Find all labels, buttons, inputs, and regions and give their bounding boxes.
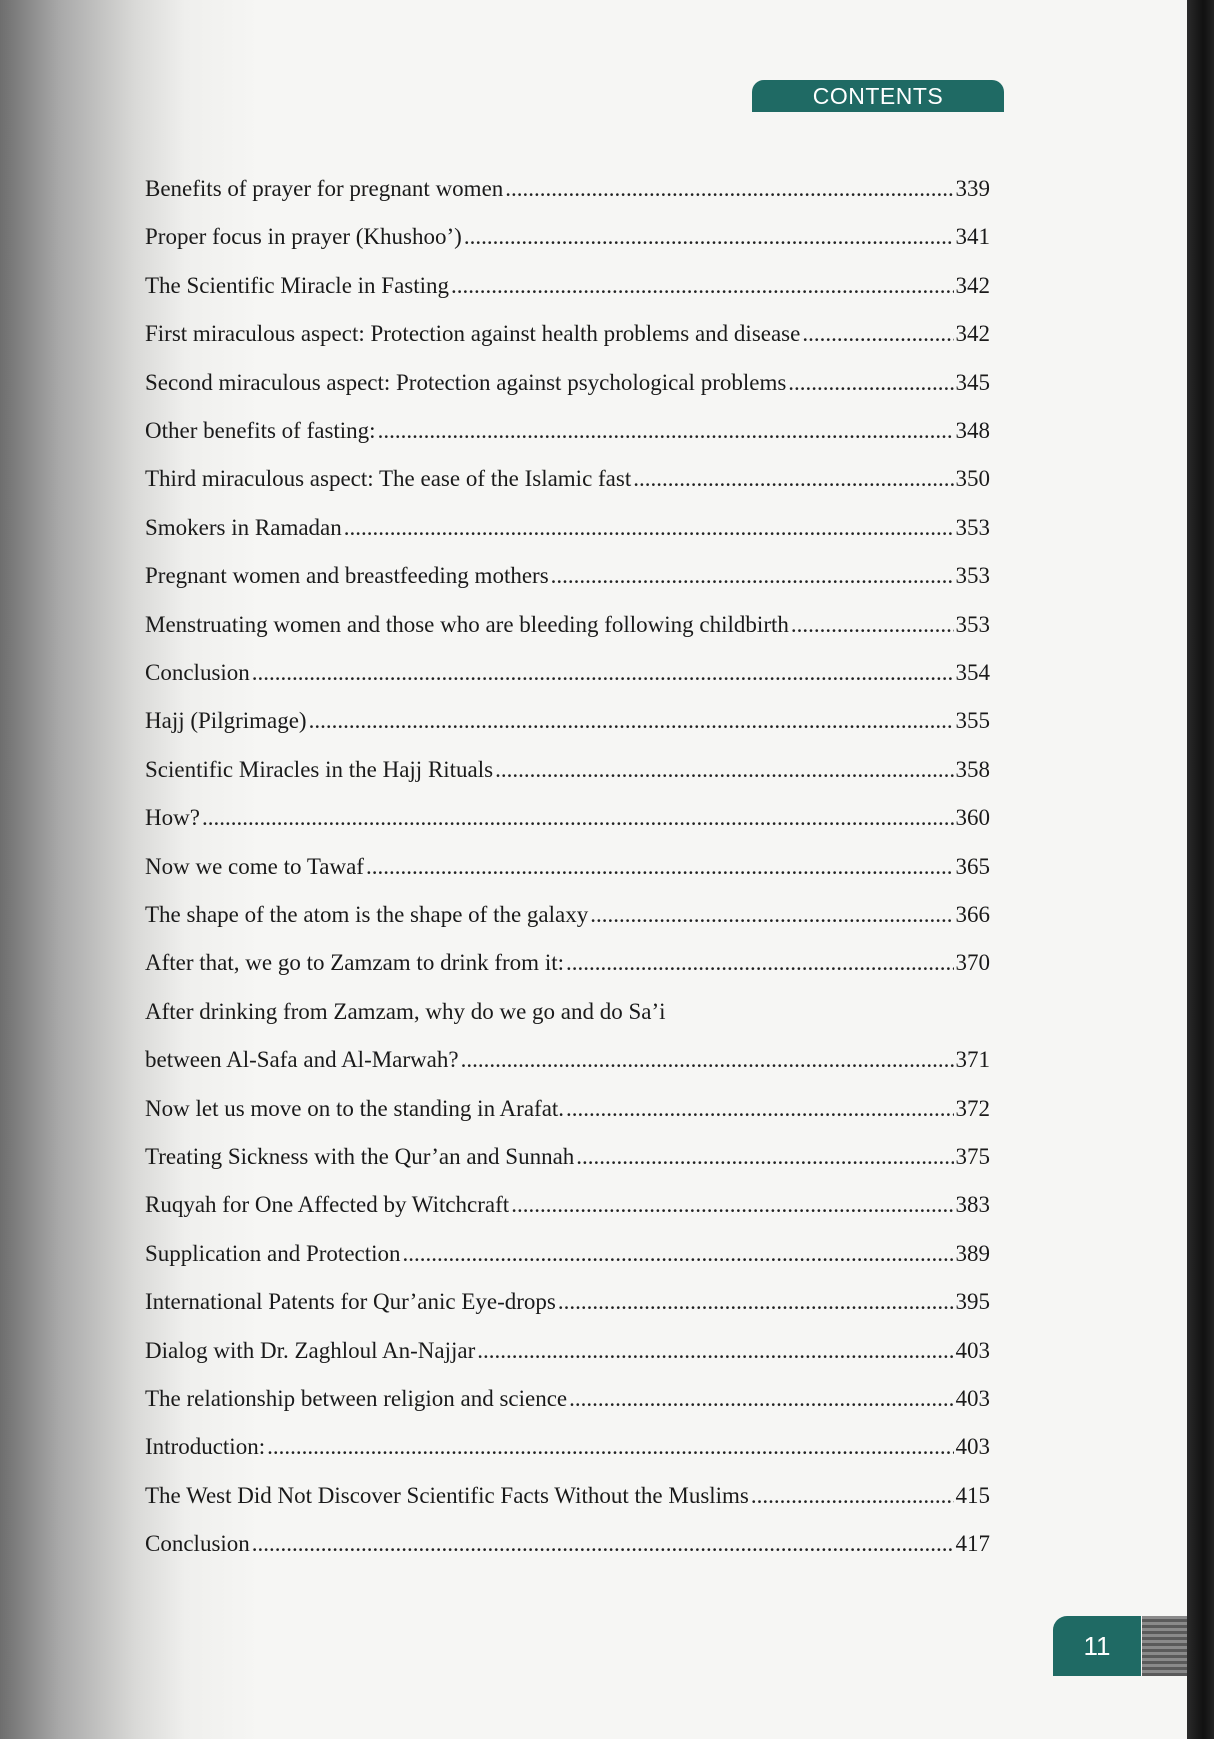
toc-entry bbox=[145, 1434, 990, 1464]
toc-entry bbox=[145, 805, 990, 835]
toc-entry-title: Third miraculous aspect: The ease of the Islamic fast bbox=[145, 466, 632, 492]
toc-entry-title: Conclusion bbox=[145, 1531, 250, 1557]
toc-leader-dots bbox=[451, 273, 953, 299]
toc-entry-title: Introduction: bbox=[145, 1434, 266, 1460]
contents-header-label: CONTENTS bbox=[812, 82, 944, 109]
toc-entry bbox=[145, 902, 990, 932]
toc-entry-page: 383 bbox=[955, 1192, 990, 1218]
toc-entry-title: Ruqyah for One Affected by Witchcraft bbox=[145, 1192, 510, 1218]
toc-leader-dots bbox=[495, 757, 953, 783]
toc-leader-dots bbox=[566, 1096, 953, 1122]
toc-entry-page: 341 bbox=[955, 224, 990, 250]
toc-leader-dots bbox=[202, 805, 954, 831]
toc-entry-title: The relationship between religion and science bbox=[145, 1386, 568, 1411]
toc-entry-title: Scientific Miracles in the Hajj Rituals bbox=[145, 756, 494, 782]
toc-entry-page: 372 bbox=[955, 1095, 990, 1121]
toc-leader-dots bbox=[751, 1483, 954, 1509]
toc-leader-dots bbox=[344, 515, 954, 541]
toc-entry bbox=[145, 1483, 990, 1513]
toc-entry bbox=[145, 1096, 990, 1126]
toc-entry-page: 417 bbox=[955, 1531, 990, 1557]
toc-entry-page: 395 bbox=[955, 1289, 990, 1315]
toc-leader-dots bbox=[477, 1338, 953, 1364]
toc-entry bbox=[145, 273, 990, 303]
toc-entry bbox=[145, 176, 990, 206]
toc-leader-dots bbox=[252, 660, 954, 686]
toc-entry-page: 403 bbox=[955, 1386, 990, 1411]
toc-entry-page: 358 bbox=[955, 756, 990, 782]
page-number-badge bbox=[1053, 1616, 1141, 1676]
toc-entry bbox=[145, 1241, 990, 1271]
toc-entry-page: 370 bbox=[955, 950, 990, 976]
toc-entry bbox=[145, 1047, 990, 1077]
toc-entry-page: 403 bbox=[955, 1434, 990, 1460]
toc-leader-dots bbox=[551, 563, 954, 589]
toc-leader-dots bbox=[511, 1192, 953, 1218]
toc-entry-page: 371 bbox=[955, 1047, 990, 1073]
toc-entry-page: 353 bbox=[955, 514, 990, 540]
toc-entry-page: 355 bbox=[955, 708, 990, 734]
toc-entry-title: Hajj (Pilgrimage) bbox=[145, 708, 307, 734]
toc-entry-title: The West Did Not Discover Scientific Facts Without the Muslims bbox=[145, 1482, 749, 1508]
toc-entry-title: After that, we go to Zamzam to drink from it: bbox=[145, 950, 564, 976]
toc-entry bbox=[145, 708, 990, 738]
toc-entry-title: After drinking from Zamzam, why do we go and do Sa’i bbox=[145, 998, 666, 1024]
toc-entry bbox=[145, 466, 990, 496]
toc-entry-title: Pregnant women and breastfeeding mothers bbox=[145, 563, 549, 589]
toc-entry-title: Second miraculous aspect: Protection against psychological problems bbox=[145, 369, 787, 395]
toc-entry-title: Menstruating women and those who are bleeding following childbirth bbox=[145, 611, 789, 637]
toc-entry-page: 403 bbox=[955, 1337, 990, 1363]
toc-entry-page: 354 bbox=[955, 660, 990, 685]
toc-leader-dots bbox=[267, 1434, 953, 1460]
toc-entry-title: Dialog with Dr. Zaghloul An-Najjar bbox=[145, 1337, 476, 1363]
toc-entry bbox=[145, 1338, 990, 1368]
toc-entry-page: 342 bbox=[955, 272, 990, 298]
toc-entry-page: 348 bbox=[955, 418, 990, 443]
page-edge bbox=[1187, 0, 1214, 1739]
toc-entry bbox=[145, 224, 990, 254]
toc-entry bbox=[145, 1192, 990, 1222]
toc-entry-page: 339 bbox=[955, 176, 990, 201]
toc-leader-dots bbox=[464, 224, 954, 250]
toc-leader-dots bbox=[566, 950, 954, 976]
toc-entry bbox=[145, 757, 990, 787]
toc-entry-title: Supplication and Protection bbox=[145, 1240, 401, 1266]
toc-entry-title: International Patents for Qur’anic Eye-drops bbox=[145, 1289, 556, 1315]
toc-entry-title: Proper focus in prayer (Khushoo’) bbox=[145, 224, 462, 250]
toc-leader-dots bbox=[378, 418, 954, 444]
contents-header-tab bbox=[752, 80, 1004, 112]
toc-entry-page: 360 bbox=[955, 805, 990, 831]
toc-entry bbox=[145, 1386, 990, 1416]
toc-leader-dots bbox=[569, 1386, 953, 1412]
toc-leader-dots bbox=[558, 1289, 954, 1315]
toc-entry-page: 415 bbox=[955, 1482, 990, 1508]
toc-leader-dots bbox=[802, 321, 953, 347]
toc-entry-title: Benefits of prayer for pregnant women bbox=[145, 176, 504, 201]
toc-entry bbox=[145, 612, 990, 642]
toc-entry-page: 365 bbox=[955, 853, 990, 879]
toc-entry bbox=[145, 563, 990, 593]
toc-leader-dots bbox=[590, 902, 953, 928]
toc-entry-title: Treating Sickness with the Qur’an and Sunnah bbox=[145, 1144, 575, 1169]
toc-entry-title: Now let us move on to the standing in Arafat. bbox=[145, 1095, 565, 1121]
toc-entry-title: The shape of the atom is the shape of the galaxy bbox=[145, 902, 589, 927]
toc-leader-dots bbox=[252, 1531, 954, 1557]
toc-leader-dots bbox=[309, 708, 954, 734]
toc-leader-dots bbox=[788, 370, 953, 396]
page-edge-stripes bbox=[1142, 1616, 1187, 1676]
toc-entry-title: Other benefits of fasting: bbox=[145, 418, 376, 443]
toc-entry-page: 342 bbox=[955, 321, 990, 347]
toc-entry bbox=[145, 515, 990, 545]
toc-leader-dots bbox=[791, 612, 954, 638]
toc-entry-title: First miraculous aspect: Protection against health problems and disease bbox=[145, 321, 801, 347]
toc-entry-title: Smokers in Ramadan bbox=[145, 514, 342, 540]
toc-leader-dots bbox=[505, 176, 953, 202]
toc-entry-page: 353 bbox=[955, 611, 990, 637]
toc-entry bbox=[145, 1531, 990, 1561]
toc-entry-title: The Scientific Miracle in Fasting bbox=[145, 272, 450, 298]
toc-leader-dots bbox=[403, 1241, 954, 1267]
toc-entry-title: between Al-Safa and Al-Marwah? bbox=[145, 1047, 459, 1073]
toc-entry-page: 353 bbox=[955, 563, 990, 589]
toc-entry bbox=[145, 1144, 990, 1174]
toc-entry-page: 389 bbox=[955, 1240, 990, 1266]
toc-leader-dots bbox=[633, 466, 953, 492]
toc-entry-page: 375 bbox=[955, 1144, 990, 1169]
toc-entry-page: 366 bbox=[955, 902, 990, 927]
toc-entry-title: How? bbox=[145, 805, 200, 831]
toc-leader-dots bbox=[366, 854, 954, 880]
toc-entry bbox=[145, 370, 990, 400]
toc-leader-dots bbox=[576, 1144, 953, 1170]
toc-entry-page: 350 bbox=[955, 466, 990, 492]
toc-leader-dots bbox=[461, 1047, 954, 1073]
page-number-label: 11 bbox=[1083, 1630, 1111, 1661]
toc-entry-title: Conclusion bbox=[145, 660, 250, 685]
toc-entry bbox=[145, 999, 990, 1029]
toc-entry bbox=[145, 418, 990, 448]
toc-entry bbox=[145, 1289, 990, 1319]
toc-entry-page: 345 bbox=[955, 369, 990, 395]
toc-entry bbox=[145, 854, 990, 884]
toc-entry bbox=[145, 660, 990, 690]
toc-entry bbox=[145, 950, 990, 980]
toc-entry-title: Now we come to Tawaf bbox=[145, 853, 364, 879]
toc-entry bbox=[145, 321, 990, 351]
